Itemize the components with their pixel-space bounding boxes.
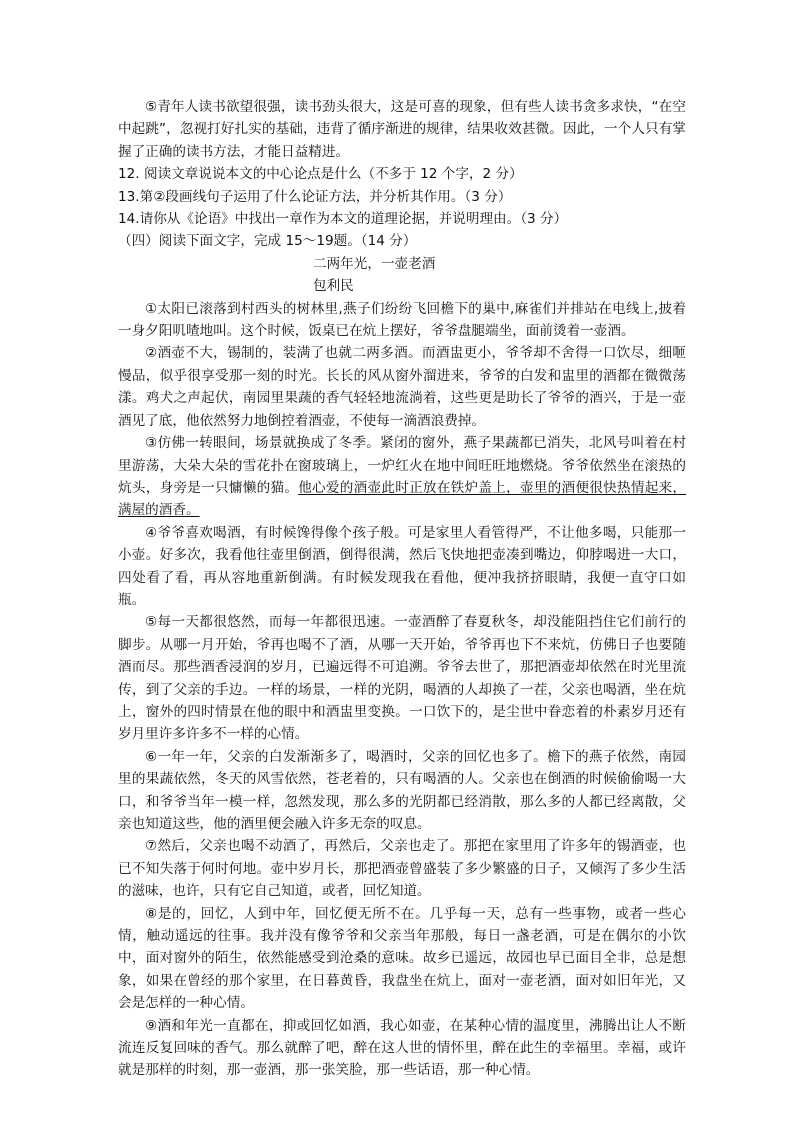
article-paragraph-5: ⑤每一天都很悠然，而每一年都很迅速。一壶酒醉了春夏秋冬，却没能阻挡住它们前行的脚步。从哪一月开始，爷再也喝不了酒，从哪一天开始，爷爷再也下不来炕，仿佛日子也要随酒而尽。那些酒香浸润的岁月，已遍远得不可追溯。爷爷去世了，那把酒壶却依然在时光里流传，到了父亲的手边。一样的场景，一样的光阴，喝酒的人却换了一茬，父亲也喝酒，坐在炕上，窗外的四时情景在他的眼中和酒盅里变换。一口饮下的，是尘世中眷恋着的朴素岁月还有岁月里许多许多不一样的心情。 [118, 614, 686, 743]
article-paragraph-3 [118, 432, 686, 522]
paragraph-3-text: ③仿佛一转眼间，场景就换成了冬季。紧闭的窗外，燕子果蔬都已消失，北风号叫着在村里游荡，大朵大朵的雪花扑在窗玻璃上，一炉红火在地中间旺旺地燃烧。爷爷依然坐在滚热的炕头，身旁是一只慵懒的猫。 [118, 435, 686, 496]
article-paragraph-1: ①太阳已滚落到村西头的树林里,燕子们纷纷飞回檐下的巢中,麻雀们并排站在电线上,披着一身夕阳叽喳地叫。这个时候，饭桌已在炕上摆好，爷爷盘腿端坐，面前烫着一壶酒。 [118, 300, 686, 340]
article-paragraph-7: ⑦然后，父亲也喝不动酒了，再然后，父亲也走了。那把在家里用了许多年的锡酒壶，也已不知失落于何时何地。壶中岁月长，那把酒壶曾盛装了多少繁盛的日子，又倾泻了多少生活的滋味，也许，只有它自己知道，或者，回忆知道。 [118, 838, 686, 900]
prev-paragraph-5: ⑤青年人读书欲望很强，读书劲头很大，这是可喜的现象，但有些人读书贪多求快，“在空中起跳”，忽视打好扎实的基础，违背了循序渐进的规律，结果收效甚微。因此，一个人只有掌握了正确的读书方法，才能日益精进。 [118, 99, 686, 160]
article-paragraph-6: ⑥一年一年，父亲的白发渐渐多了，喝酒时，父亲的回忆也多了。檐下的燕子依然，南园里的果蔬依然，冬天的风雪依然，苍老着的，只有喝酒的人。父亲也在倒酒的时候偷偷喝一大口，和爷爷当年一模一样，忽然发现，那么多的光阴都已经消散，那么多的人都已经离散，父亲也知道这些，他的酒里便会融入许多无奈的叹息。 [118, 748, 686, 832]
underlined-sentence: 他心爱的酒壶此时正放在铁炉盖上，壶里的酒便很快热情起来，满屋的酒香。 [118, 479, 687, 519]
article-author: 包利民 [313, 278, 354, 295]
question-13: 13.第②段画线句子运用了什么论证方法，并分析其作用。（3 分） [118, 188, 512, 205]
article-paragraph-8: ⑧是的，回忆，人到中年，回忆便无所不在。几乎每一天，总有一些事物，或者一些心情，触动遥远的往事。我并没有像爷爷和父亲当年那般，每日一盏老酒，可是在偶尔的小饮中，面对窗外的陌生，依然能感受到沧桑的意味。故乡已遥远，故园也早已面目全非，总是想象，如果在曾经的那个家里，在日暮黄昏，我盘坐在炕上，面对一壶老酒，面对如旧年光，又会是怎样的一种心情。 [118, 905, 686, 1012]
article-paragraph-4: ④爷爷喜欢喝酒，有时候馋得像个孩子般。可是家里人看管得严，不让他多喝，只能那一小壶。好多次，我看他往壶里倒酒，倒得很满，然后飞快地把壶凑到嘴边，仰脖喝进一大口，四处看了看，再从容地重新倒满。有时候发现我在看他，便冲我挤挤眼睛，我便一直守口如瓶。 [118, 524, 686, 608]
article-title: 二两年光，一壶老酒 [313, 255, 436, 272]
exam-page [118, 96, 686, 1082]
question-14: 14.请你从《论语》中找出一章作为本文的道理论据，并说明理由。（3 分） [118, 211, 568, 228]
article-paragraph-9: ⑨酒和年光一直都在，抑或回忆如酒，我心如壶，在某种心情的温度里，沸腾出让人不断流连反复回味的香气。那么就醉了吧，醉在这人世的情怀里，醉在此生的幸福里。幸福，或许就是那样的时刻，那一壶酒，那一张笑脸，那一些话语，那一种心情。 [118, 1017, 686, 1079]
question-12: 12. 阅读文章说说本文的中心论点是什么（不多于 12 个字，2 分） [118, 166, 523, 183]
section-4-heading: （四）阅读下面文字，完成 15～19题。（14 分） [118, 233, 417, 250]
article-paragraph-2: ②酒壶不大，锡制的，装满了也就二两多酒。而酒盅更小，爷爷却不舍得一口饮尽，细咂慢品，似乎很享受那一刻的时光。长长的风从窗外溜进来，爷爷的白发和盅里的酒都在微微荡漾。鸡犬之声起伏，南园里果蔬的香气轻轻地流淌着，这些更是助长了爷爷的酒兴，于是一壶酒见了底，他依然努力地倒控着酒壶，不使每一滴酒浪费掉。 [118, 345, 686, 429]
